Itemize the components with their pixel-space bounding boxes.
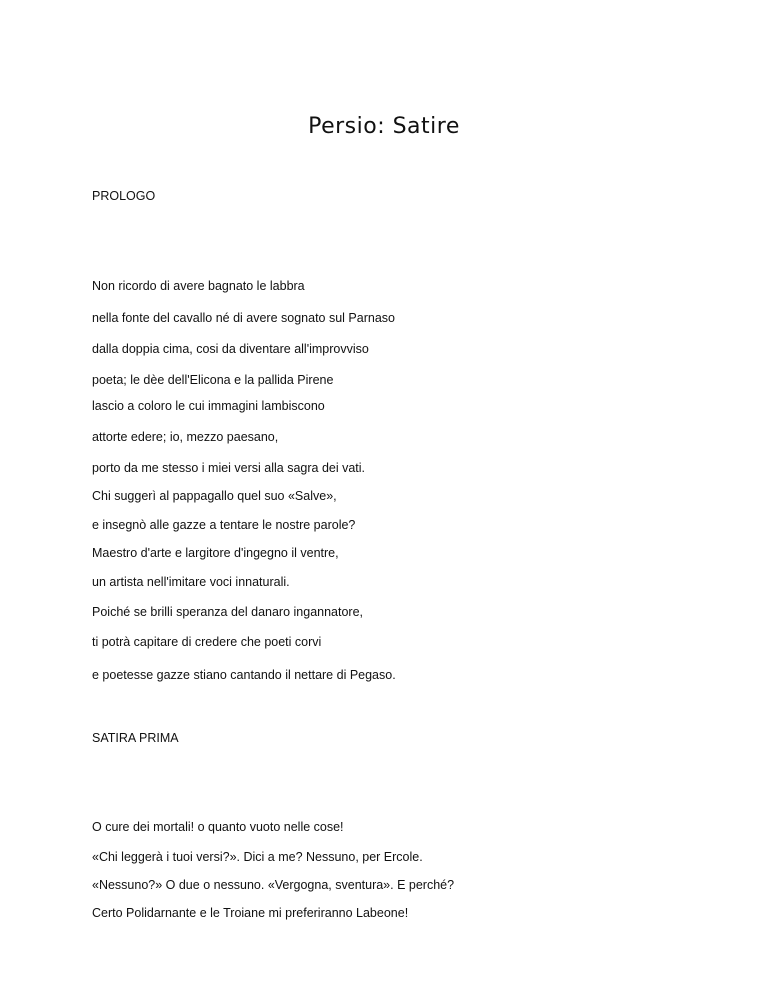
verse-line: un artista nell'imitare voci innaturali. [92,575,290,589]
verse-line: O cure dei mortali! o quanto vuoto nelle cose! [92,820,344,834]
section-heading-prologo: PROLOGO [92,189,156,203]
verse-line: Poiché se brilli speranza del danaro ingannatore, [92,605,364,619]
verse-line: «Chi leggerà i tuoi versi?». Dici a me? Nessuno, per Ercole. [92,850,423,864]
verse-line: poeta; le dèe dell'Elicona e la pallida Pirene [92,373,334,387]
verse-line: lascio a coloro le cui immagini lambiscono [92,399,325,413]
verse-line: nella fonte del cavallo né di avere sognato sul Parnaso [92,311,395,325]
verse-line: Certo Polidarnante e le Troiane mi preferiranno Labeone! [92,906,409,920]
section-heading-satira-prima: SATIRA PRIMA [92,731,179,745]
verse-line: Chi suggerì al pappagallo quel suo «Salve», [92,489,337,503]
document-title: Persio: Satire [308,114,460,139]
verse-line: Non ricordo di avere bagnato le labbra [92,279,305,293]
verse-line: e poetesse gazze stiano cantando il nettare di Pegaso. [92,668,396,682]
verse-line: attorte edere; io, mezzo paesano, [92,430,279,444]
verse-line: porto da me stesso i miei versi alla sagra dei vati. [92,461,366,475]
verse-line: Maestro d'arte e largitore d'ingegno il ventre, [92,546,339,560]
verse-line: ti potrà capitare di credere che poeti corvi [92,635,322,649]
verse-line: «Nessuno?» O due o nessuno. «Vergogna, sventura». E perché? [92,878,455,892]
verse-line: e insegnò alle gazze a tentare le nostre parole? [92,518,356,532]
verse-line: dalla doppia cima, cosi da diventare all'improvviso [92,342,369,356]
